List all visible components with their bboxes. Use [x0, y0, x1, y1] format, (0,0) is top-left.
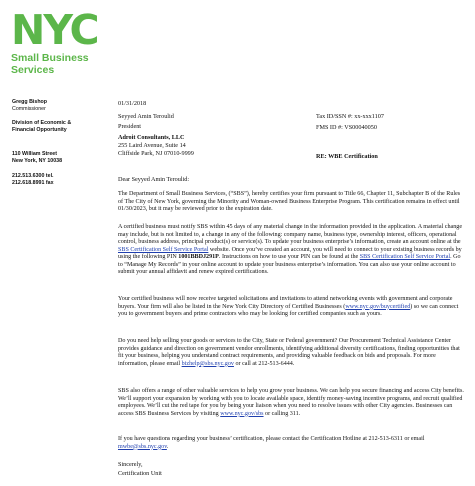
self-service-portal-link-2[interactable]: SBS Certification Self Service Portal	[359, 254, 451, 261]
p4-text-a: Do you need help selling your goods or services to the City, State or Federal government? Our Procurement Technical Assistance Center provides guidance and direction on government vendor enrollments, identifying additional diversity certifications, finding opportunities that fit your business, helping you understand contract requirements, and providing valuable feedback on bids and proposals. For more information, please email	[118, 338, 460, 367]
recipient-address-2: Cliffside Park, NJ 07010-9999	[118, 150, 194, 157]
recipient-title: President	[118, 123, 142, 130]
recipient-company: Adroit Consultants, LLC	[118, 134, 185, 141]
p3-text-a: Your certified business will now receive targeted solicitations and invitations to attend networking events with government and corporate buyers. Your firm will also be listed in the New York City Directory of Certified Businesses (	[118, 296, 453, 310]
p3-text-b: ) so we can connect you to government buyers and prime contractors who may be looking for certified companies such as yours.	[118, 303, 459, 318]
bizhelp-email-link[interactable]: bizhelp@sbs.nyc.gov	[181, 360, 234, 367]
logo-nyc-wordmark: NYC	[11, 6, 98, 54]
p2-text-c: . Instructions on how to use your PIN can be found at the	[218, 254, 360, 261]
commissioner-name: Gregg Bishop	[12, 99, 48, 105]
paragraph-certification: The Department of Small Business Services, (“SBS”), hereby certifies your firm pursuant to Title 66, Chapter 11, Subchapter B of the Rules of The City of New York, governing the Minority and Woman-owned Business Enterprise Program. This certification remains in effect until 01/30/2023, but it may be reviewed prior to the expiration date.	[118, 191, 461, 213]
sidebar-address	[12, 151, 104, 164]
sidebar-contact	[12, 173, 104, 186]
p6-text-b: .	[166, 443, 169, 450]
division-line-1: Division of Economic &	[12, 120, 72, 126]
paragraph-directory	[118, 296, 464, 319]
p5-text-a: SBS also offers a range of other valuable services to help you grow your business. We can help you secure financing and access City benefits. We’ll support your expansion by working with you to locate available space, identify money-saving incentive programs, and recruit qualified employees. We’ll cut the red tape for you by being your liaison when you need to resolve issues with other City agencies. Businesses can access SBS Business Services by visiting	[118, 388, 464, 417]
commissioner-role: Commissioner	[12, 105, 46, 112]
fax-number: 212.618.8991 fax	[12, 179, 54, 186]
address-city: New York, NY 10038	[12, 157, 63, 164]
p2-text-d: . Go to “Manage My Records” in your online account to update your business enterprise’s information. You can also use your online account to submit your annual affidavit and renew expired certifications.	[118, 254, 461, 276]
paragraph-material-change	[118, 224, 464, 277]
closing: Sincerely,	[118, 461, 143, 468]
p5-text-b: or calling 311.	[263, 410, 301, 417]
address-street: 110 William Street	[12, 151, 57, 157]
buycertified-link[interactable]: www.nyc.gov/buycertified	[345, 303, 411, 310]
self-service-portal-link[interactable]: SBS Certification Self Service Portal	[118, 246, 209, 253]
logo-line-1: Small Business	[11, 52, 89, 64]
p4-text-b: or call at 212-513-6444.	[233, 360, 295, 367]
paragraph-questions	[118, 436, 464, 451]
p2-text-b: website. Once you’ve created an account, you will need to connect to your existing business records by using the following PIN	[118, 246, 462, 261]
sbs-website-link[interactable]: www.nyc.gov/sbs	[220, 410, 264, 417]
sidebar-division	[12, 120, 104, 133]
fms-id: FMS ID #: VS00040050	[316, 124, 377, 131]
salutation: Dear Seyyed Amin Teroulid:	[118, 176, 190, 183]
tax-id: Tax ID/SSN #: xx-xxx1107	[316, 113, 384, 120]
sidebar-commissioner	[12, 99, 104, 112]
re-line: RE: WBE Certification	[316, 153, 378, 160]
nyc-sbs-logo	[11, 6, 136, 76]
recipient-address-1: 255 Laird Avenue, Suite 14	[118, 142, 186, 149]
logo-line-2: Services	[11, 63, 55, 76]
recipient-name: Seyyed Amin Teroulid	[118, 113, 174, 120]
paragraph-services	[118, 388, 464, 418]
p2-text-a: A certified business must notify SBS within 45 days of any material change in the information provided in the application. A material change may include, but is not limited to, a change in any of the following: company name, business type, ownership interest, officers, operational control, business address, principal product(s) or service(s). To update your business enterprise’s information, create an account online at the	[118, 224, 463, 246]
p6-text-a: If you have questions regarding your business’ certification, please contact the Certification Hotline at 212-513-6311 or email	[118, 436, 425, 442]
phone-number: 212.513.6300 tel.	[12, 173, 54, 179]
letter-date: 01/31/2018	[118, 100, 147, 107]
signature: Certification Unit	[118, 470, 162, 477]
pin-code: 1001BBDJ291P	[178, 254, 219, 261]
mwbe-email-link[interactable]: mwbe@sbs.nyc.gov	[118, 443, 167, 450]
division-line-2: Financial Opportunity	[12, 126, 67, 133]
paragraph-procurement	[118, 338, 464, 368]
